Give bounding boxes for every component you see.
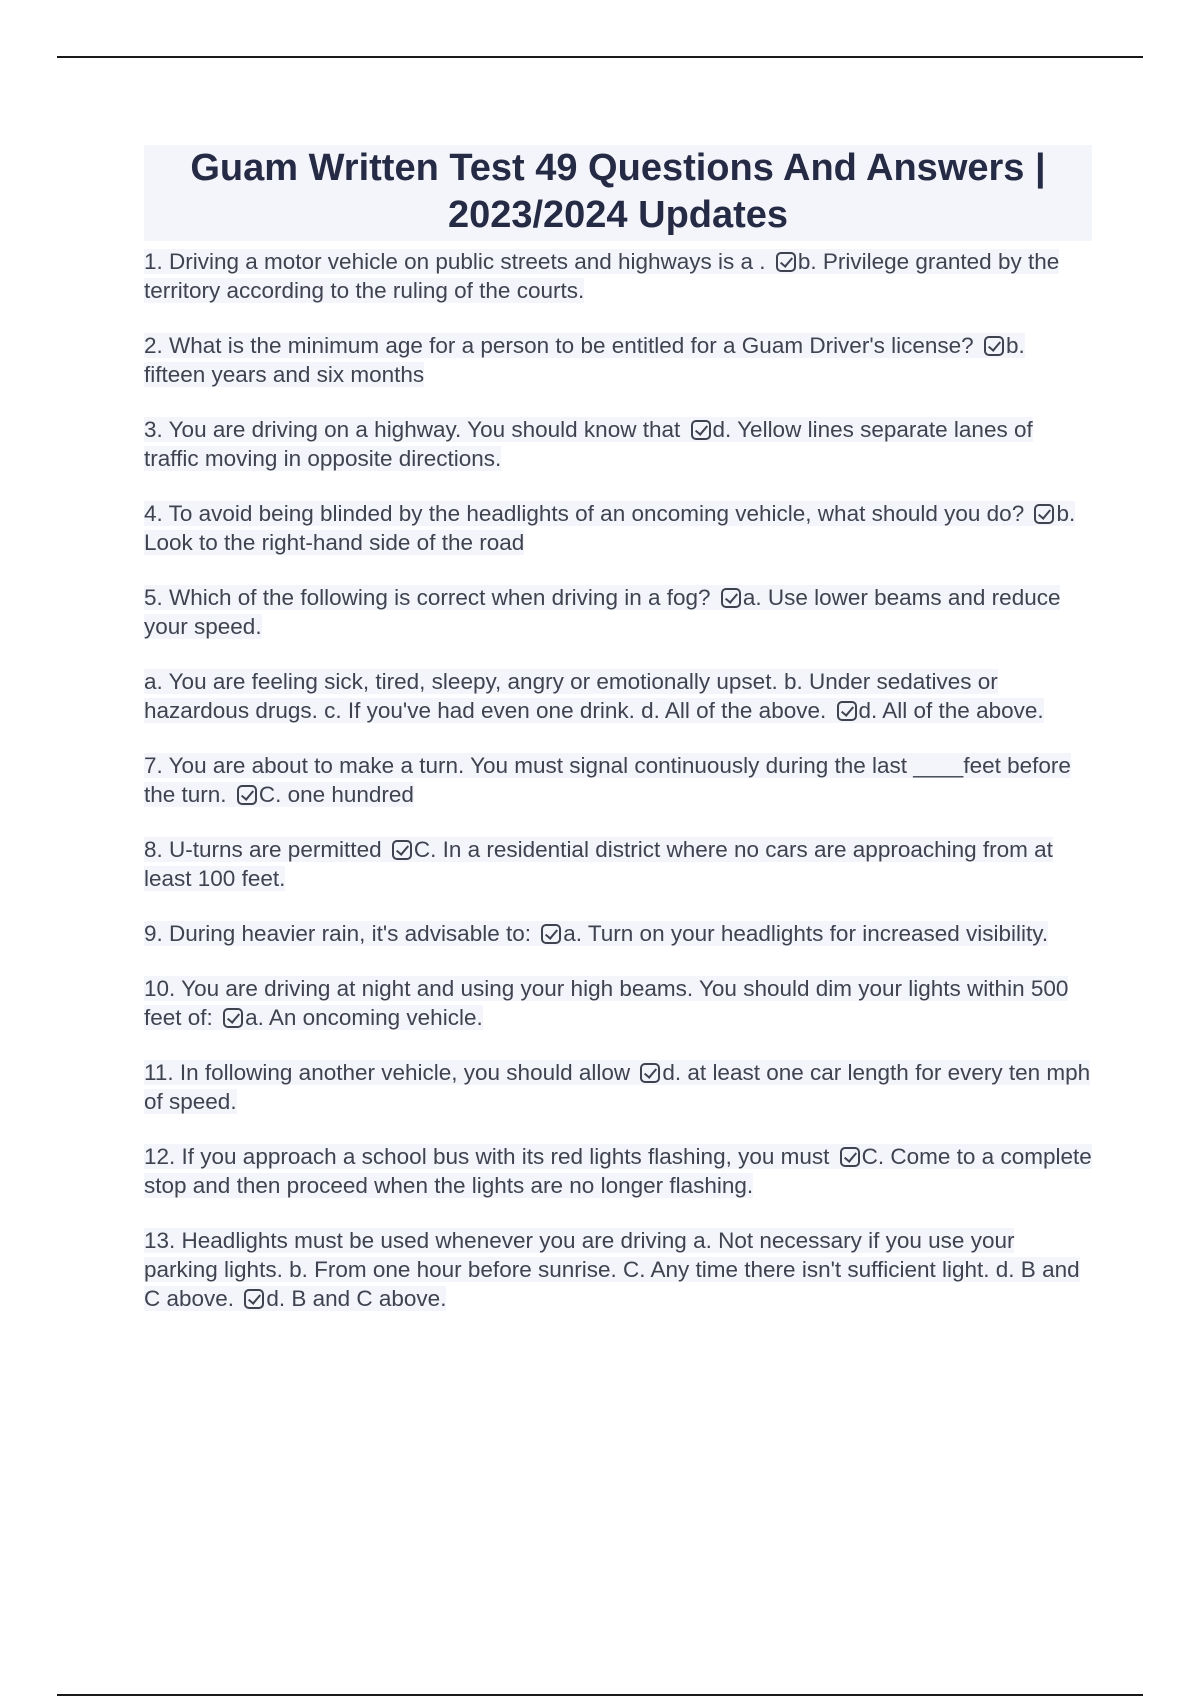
qa-text — [144, 1060, 1090, 1114]
question-text: 9. During heavier rain, it's advisable to: — [144, 921, 531, 946]
qa-item — [144, 835, 1092, 893]
qa-text — [144, 333, 1025, 387]
answer-text: a. An oncoming vehicle. — [245, 1005, 483, 1030]
checkbox-checked-icon — [244, 1289, 264, 1309]
checkbox-checked-icon — [721, 588, 741, 608]
question-list — [144, 247, 1092, 1313]
qa-text — [144, 249, 1059, 303]
checkbox-checked-icon — [984, 336, 1004, 356]
question-text: 3. You are driving on a highway. You should know that — [144, 417, 681, 442]
question-text: 1. Driving a motor vehicle on public streets and highways is a . — [144, 249, 766, 274]
qa-item — [144, 499, 1092, 557]
answer-text: d. B and C above. — [266, 1286, 447, 1311]
qa-item — [144, 415, 1092, 473]
answer-text: a. Turn on your headlights for increased visibility. — [563, 921, 1049, 946]
qa-text — [144, 921, 1048, 946]
qa-text — [144, 753, 1071, 807]
qa-item — [144, 1226, 1092, 1313]
answer-text: b. fifteen years and six months — [144, 333, 1025, 387]
qa-text — [144, 501, 1075, 555]
qa-item — [144, 1142, 1092, 1200]
answer-text: d. All of the above. — [858, 698, 1044, 723]
qa-item — [144, 919, 1092, 948]
answer-text: b. Look to the right-hand side of the road — [144, 501, 1076, 555]
question-text: 5. Which of the following is correct when driving in a fog? — [144, 585, 711, 610]
document-title: Guam Written Test 49 Questions And Answers | 2023/2024 Updates — [144, 145, 1092, 241]
checkbox-checked-icon — [1034, 504, 1054, 524]
qa-text — [144, 417, 1033, 471]
question-text: 7. You are about to make a turn. You must signal continuously during the last ____feet before the turn. — [144, 753, 1071, 807]
qa-item — [144, 583, 1092, 641]
question-text: 2. What is the minimum age for a person to be entitled for a Guam Driver's license? — [144, 333, 974, 358]
question-text: 8. U-turns are permitted — [144, 837, 382, 862]
qa-item — [144, 751, 1092, 809]
question-text: 13. Headlights must be used whenever you are driving a. Not necessary if you use your parking lights. b. From one hour before sunrise. C. Any time there isn't sufficient light. d. B and C above. — [144, 1228, 1080, 1311]
question-text: 11. In following another vehicle, you should allow — [144, 1060, 631, 1085]
checkbox-checked-icon — [237, 785, 257, 805]
qa-text — [144, 585, 1060, 639]
qa-item — [144, 331, 1092, 389]
top-divider — [57, 56, 1143, 58]
question-text: 4. To avoid being blinded by the headlights of an oncoming vehicle, what should you do? — [144, 501, 1025, 526]
question-text: 12. If you approach a school bus with its red lights flashing, you must — [144, 1144, 830, 1169]
checkbox-checked-icon — [541, 924, 561, 944]
answer-text: b. Privilege granted by the territory according to the ruling of the courts. — [144, 249, 1060, 303]
qa-text — [144, 1228, 1080, 1311]
qa-item — [144, 974, 1092, 1032]
qa-item — [144, 1058, 1092, 1116]
qa-text — [144, 837, 1053, 891]
checkbox-checked-icon — [837, 701, 857, 721]
answer-text: C. In a residential district where no cars are approaching from at least 100 feet. — [144, 837, 1053, 891]
qa-item — [144, 247, 1092, 305]
question-text: 10. You are driving at night and using your high beams. You should dim your lights within 500 feet of: — [144, 976, 1069, 1030]
question-text: a. You are feeling sick, tired, sleepy, angry or emotionally upset. b. Under sedatives or hazardous drugs. c. If you've had even one drink. d. All of the above. — [144, 669, 998, 723]
qa-item — [144, 667, 1092, 725]
answer-text: d. at least one car length for every ten mph of speed. — [144, 1060, 1091, 1114]
checkbox-checked-icon — [776, 252, 796, 272]
qa-text — [144, 1144, 1092, 1198]
answer-text: a. Use lower beams and reduce your speed. — [144, 585, 1061, 639]
checkbox-checked-icon — [392, 840, 412, 860]
checkbox-checked-icon — [691, 420, 711, 440]
qa-text — [144, 976, 1068, 1030]
answer-text: d. Yellow lines separate lanes of traffic moving in opposite directions. — [144, 417, 1033, 471]
answer-text: C. Come to a complete stop and then proceed when the lights are no longer flashing. — [144, 1144, 1092, 1198]
bottom-divider — [57, 1694, 1143, 1696]
document-body — [144, 145, 1092, 1313]
qa-text — [144, 669, 1044, 723]
checkbox-checked-icon — [223, 1008, 243, 1028]
answer-text: C. one hundred — [258, 782, 414, 807]
checkbox-checked-icon — [640, 1063, 660, 1083]
checkbox-checked-icon — [840, 1147, 860, 1167]
